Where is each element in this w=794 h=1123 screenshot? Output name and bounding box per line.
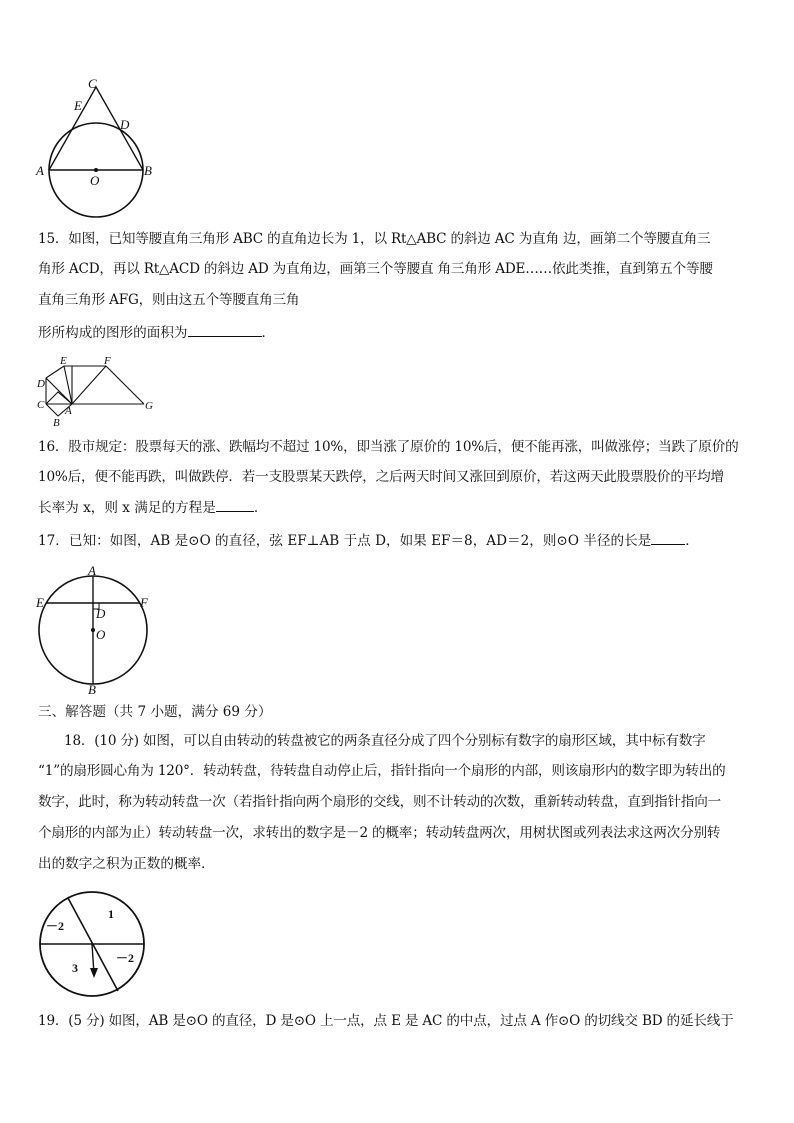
q17-text: 17．已知：如图，AB 是⊙O 的直径，弦 EF⊥AB 于点 D，如果 EF＝8，AD＝2，则⊙O 半径的长是 bbox=[38, 533, 652, 549]
label-d: D bbox=[120, 117, 130, 132]
right-triangles-figure bbox=[34, 354, 164, 430]
q19-line1: 19．(5 分) 如图，AB 是⊙O 的直径，D 是⊙O 上一点，点 E 是 AC 的中点，过点 A 作⊙O 的切线交 BD 的延长线于 bbox=[38, 1013, 734, 1029]
label-b3: B bbox=[88, 682, 96, 695]
q15-line1: 15．如图，已知等腰直角三角形 ABC 的直角边长为 1，以 Rt△ABC 的斜边 AC 为直角 边，画第二个等腰直角三 bbox=[38, 231, 711, 247]
q18-line1: 18．(10 分) 如图，可以自由转动的转盘被它的两条直径分成了四个分别标有数字的扇形区域，其中标有数字 bbox=[64, 733, 706, 749]
sector-neg2-right: －2 bbox=[116, 951, 135, 965]
sector-1: 1 bbox=[108, 907, 114, 921]
label-e3: E bbox=[36, 595, 44, 610]
q17-line: 17．已知：如图，AB 是⊙O 的直径，弦 EF⊥AB 于点 D，如果 EF＝8，AD＝2，则⊙O 半径的长是 ． bbox=[38, 533, 699, 549]
segment-af bbox=[72, 366, 106, 404]
label-a3: A bbox=[88, 563, 96, 578]
pointer-arrow-icon bbox=[90, 968, 98, 978]
label-e2: E bbox=[60, 355, 67, 367]
label-d3: D bbox=[96, 606, 106, 621]
circle-chord-figure bbox=[34, 563, 164, 695]
label-f2: F bbox=[104, 355, 111, 367]
q15-line3: 直角三角形 AFG，则由这五个等腰直角三角 bbox=[38, 292, 300, 308]
q15-line4-text: 形所构成的图形的面积为 bbox=[38, 325, 188, 341]
label-f3: F bbox=[140, 595, 148, 610]
label-c: C bbox=[88, 76, 97, 91]
label-a: A bbox=[36, 163, 44, 178]
q15-line4: 形所构成的图形的面积为 ． bbox=[38, 325, 276, 341]
center-point2 bbox=[91, 628, 95, 632]
q16-line3-text: 长率为 x，则 x 满足的方程是 bbox=[38, 500, 216, 516]
answer-blank-q15[interactable] bbox=[188, 324, 262, 337]
label-o: O bbox=[90, 173, 100, 188]
circle-triangle-figure bbox=[34, 76, 164, 222]
q18-line4: 个扇形的内部为止）转动转盘一次，求转出的数字是－2 的概率；转动转盘两次，用树状图或列表法求这两次分别转 bbox=[38, 825, 721, 841]
label-e: E bbox=[74, 98, 82, 113]
sector-3: 3 bbox=[72, 961, 78, 975]
q15-line2: 角形 ACD，再以 Rt△ACD 的斜边 AD 为直角边，画第三个等腰直 角三角形 ADE……依此类推，直到第五个等腰 bbox=[38, 261, 713, 277]
answer-blank-q16[interactable] bbox=[216, 499, 254, 512]
q16-line2: 10%后，便不能再跌，叫做跌停．若一支股票某天跌停，之后两天时间又涨回到原价，若这两天此股票股价的平均增 bbox=[38, 469, 724, 485]
label-g2: G bbox=[145, 400, 153, 412]
q16-line1: 16．股市规定：股票每天的涨、跌幅均不超过 10%，即当涨了原价的 10%后，便不能再涨，叫做涨停；当跌了原价的 bbox=[38, 439, 739, 455]
spinner-figure bbox=[34, 888, 154, 1000]
label-b2: B bbox=[53, 417, 60, 429]
q18-line3: 数字，此时，称为转动转盘一次（若指针指向两个扇形的交线，则不计转动的次数，重新转动转盘，直到指针指向一 bbox=[38, 794, 722, 810]
label-a2: A bbox=[65, 405, 72, 417]
answer-blank-q17[interactable] bbox=[651, 532, 685, 545]
section-title: 三、解答题（共 7 小题，满分 69 分） bbox=[38, 704, 272, 720]
center-point bbox=[94, 168, 98, 172]
segment-fg bbox=[106, 366, 144, 404]
label-c2: C bbox=[37, 399, 45, 411]
q18-line2: “1”的扇形圆心角为 120°．转动转盘，待转盘自动停止后，指针指向一个扇形的内部，则该扇形内的数字即为转出的 bbox=[38, 763, 726, 779]
label-d2: D bbox=[37, 378, 45, 390]
sector-neg2-left: －2 bbox=[46, 919, 65, 933]
label-b: B bbox=[144, 163, 152, 178]
q18-line5: 出的数字之积为正数的概率． bbox=[38, 856, 215, 872]
q16-line3: 长率为 x，则 x 满足的方程是 ． bbox=[38, 500, 268, 516]
label-o3: O bbox=[96, 627, 106, 642]
